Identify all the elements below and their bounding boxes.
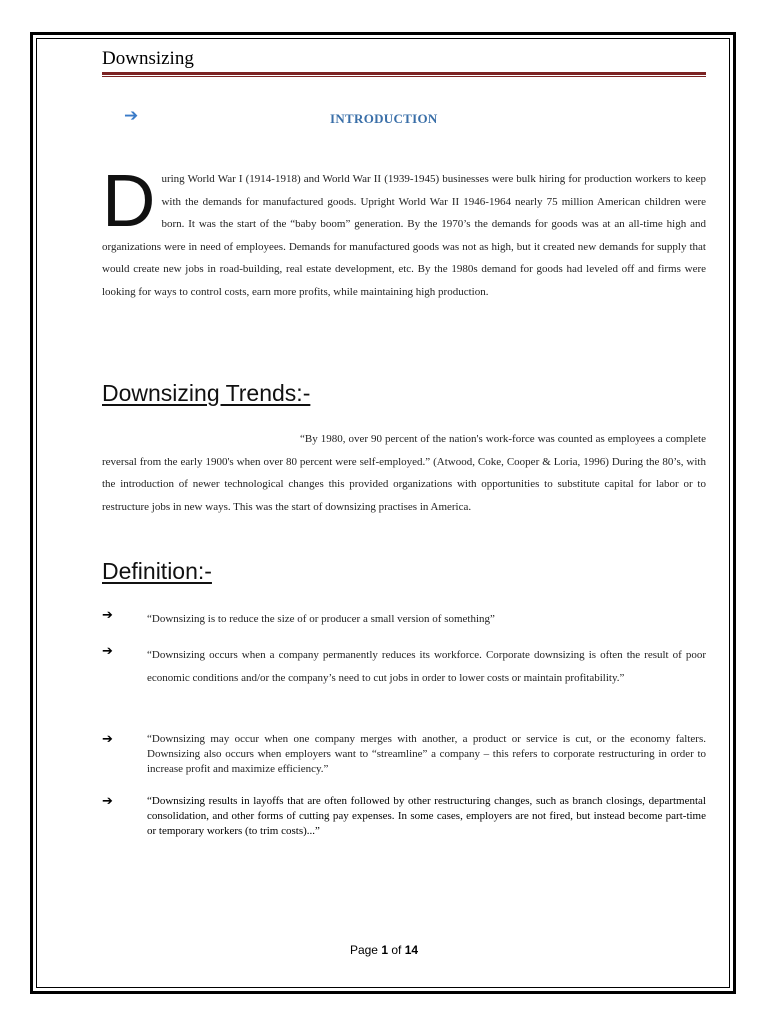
intro-paragraph bbox=[102, 159, 706, 303]
total-pages: 14 bbox=[404, 943, 419, 957]
page-footer bbox=[0, 943, 768, 957]
list-item-text: “Downsizing results in layoffs that are often followed by other restructuring changes, such as branch closings, departmental consolidation, and other forms of cutting pay expenses. In some cases, employers are not fired, but instead become part-time or temporary workers (to trim costs)...” bbox=[147, 795, 706, 837]
bullet-arrow-icon: ➔ bbox=[102, 732, 113, 747]
trends-heading: Downsizing Trends:- bbox=[102, 380, 311, 406]
bullet-arrow-icon: ➔ bbox=[102, 608, 113, 623]
header-rule bbox=[102, 72, 706, 75]
intro-paragraph-text: uring World War I (1914-1918) and World War II (1939-1945) businesses were bulk hiring for production workers to keep with the demands for manufactured goods. Upright World War II 1946-1964 nearly 75 million American children were born. It was the start of the “baby boom” generation. By the 1970’s the demands for goods was at an all-time high and organizations were in need of employees. Demands for manufactured goods was not as high, but it created new demands for supply that would create new jobs in road-building, real estate development, etc. By the 1980s demand for goods had leveled off and firms were looking for ways to control costs, earn more profits, while maintaining high production. bbox=[102, 173, 706, 298]
page-number: 1 bbox=[381, 943, 388, 957]
list-item-text: “Downsizing is to reduce the size of or producer a small version of something” bbox=[147, 613, 495, 625]
intro-heading: INTRODUCTION bbox=[330, 111, 438, 126]
list-item-text: “Downsizing occurs when a company permanently reduces its workforce. Corporate downsizing is often the result of poor economic conditions and/or the company’s need to cut jobs in order to lower costs or maintain profitability.” bbox=[147, 649, 706, 684]
header-rule-thin bbox=[102, 76, 706, 77]
header-title: Downsizing bbox=[102, 48, 194, 69]
bullet-arrow-icon: ➔ bbox=[102, 644, 113, 659]
bullet-arrow-icon: ➔ bbox=[102, 794, 113, 809]
definition-heading: Definition:- bbox=[102, 558, 212, 584]
right-arrow-icon: ➔ bbox=[124, 106, 139, 126]
trends-paragraph: “By 1980, over 90 percent of the nation's work-force was counted as employees a complete reversal from the early 1900's when over 80 percent were self-employed.” (Atwood, Coke, Cooper & Loria, 1996) During the 80’s, with the introduction of newer technological changes this provided organizations with opportunities to substitute capital for labor or to restructure jobs in new ways. This was the start of downsizing practises in America. bbox=[102, 433, 706, 513]
of-label: of bbox=[391, 943, 402, 957]
list-item-text: “Downsizing may occur when one company merges with another, a product or service is cut, or the economy falters. Downsizing also occurs when employers want to “streamline” a company – this refers to corporate restructuring in order to increase profit and maximize efficiency.” bbox=[147, 733, 706, 775]
dropcap: D bbox=[102, 159, 156, 242]
page-label: Page bbox=[349, 943, 378, 957]
